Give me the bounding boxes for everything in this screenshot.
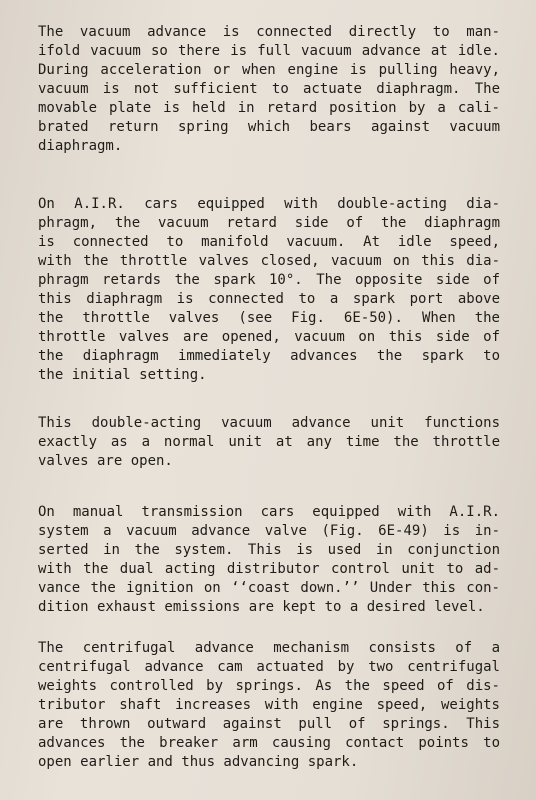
text-line: advances the breaker arm causing contact points to	[38, 735, 500, 751]
text-line: valves are open.	[38, 453, 173, 469]
text-line: open earlier and thus advancing spark.	[38, 754, 359, 770]
paragraph-manual-transmission	[38, 503, 500, 617]
paragraph-double-acting-diaphragm	[38, 195, 500, 385]
text-line: diaphragm.	[38, 138, 123, 154]
text-line: throttle valves are opened, vacuum on this side of	[38, 329, 500, 345]
text-line: dition exhaust emissions are kept to a desired level.	[38, 599, 485, 615]
text-line: phragm retards the spark 10°. The opposite side of	[38, 272, 500, 288]
paragraph-vacuum-advance	[38, 23, 500, 156]
text-line: The vacuum advance is connected directly to man-	[38, 24, 500, 40]
text-line: phragm, the vacuum retard side of the diaphragm	[38, 215, 500, 231]
text-line: the throttle valves (see Fig. 6E-50). When the	[38, 310, 500, 326]
text-line: brated return spring which bears against vacuum	[38, 119, 500, 135]
text-line: weights controlled by springs. As the speed of dis-	[38, 678, 500, 694]
text-line: On manual transmission cars equipped with A.I.R.	[38, 504, 500, 520]
text-line: vacuum is not sufficient to actuate diaphragm. The	[38, 81, 500, 97]
text-line: centrifugal advance cam actuated by two centrifugal	[38, 659, 500, 675]
text-line: On A.I.R. cars equipped with double-acting dia-	[38, 196, 500, 212]
text-line: vance the ignition on ‘‘coast down.’’ Under this con-	[38, 580, 500, 596]
paragraph-centrifugal-advance	[38, 639, 500, 772]
text-line: with the throttle valves closed, vacuum on this dia-	[38, 253, 500, 269]
text-line: the diaphragm immediately advances the spark to	[38, 348, 500, 364]
text-line: are thrown outward against pull of springs. This	[38, 716, 500, 732]
text-line: tributor shaft increases with engine speed, weights	[38, 697, 500, 713]
paragraph-normal-unit	[38, 414, 500, 471]
text-line: the initial setting.	[38, 367, 207, 383]
text-line: system a vacuum advance valve (Fig. 6E-49) is in-	[38, 523, 500, 539]
text-line: The centrifugal advance mechanism consists of a	[38, 640, 500, 656]
text-line: serted in the system. This is used in conjunction	[38, 542, 500, 558]
text-line: is connected to manifold vacuum. At idle speed,	[38, 234, 500, 250]
text-line: movable plate is held in retard position by a cali-	[38, 100, 500, 116]
text-line: exactly as a normal unit at any time the throttle	[38, 434, 500, 450]
text-line: This double-acting vacuum advance unit functions	[38, 415, 500, 431]
text-line: with the dual acting distributor control unit to ad-	[38, 561, 500, 577]
text-line: this diaphragm is connected to a spark port above	[38, 291, 500, 307]
text-line: ifold vacuum so there is full vacuum advance at idle.	[38, 43, 500, 59]
text-line: During acceleration or when engine is pulling heavy,	[38, 62, 500, 78]
